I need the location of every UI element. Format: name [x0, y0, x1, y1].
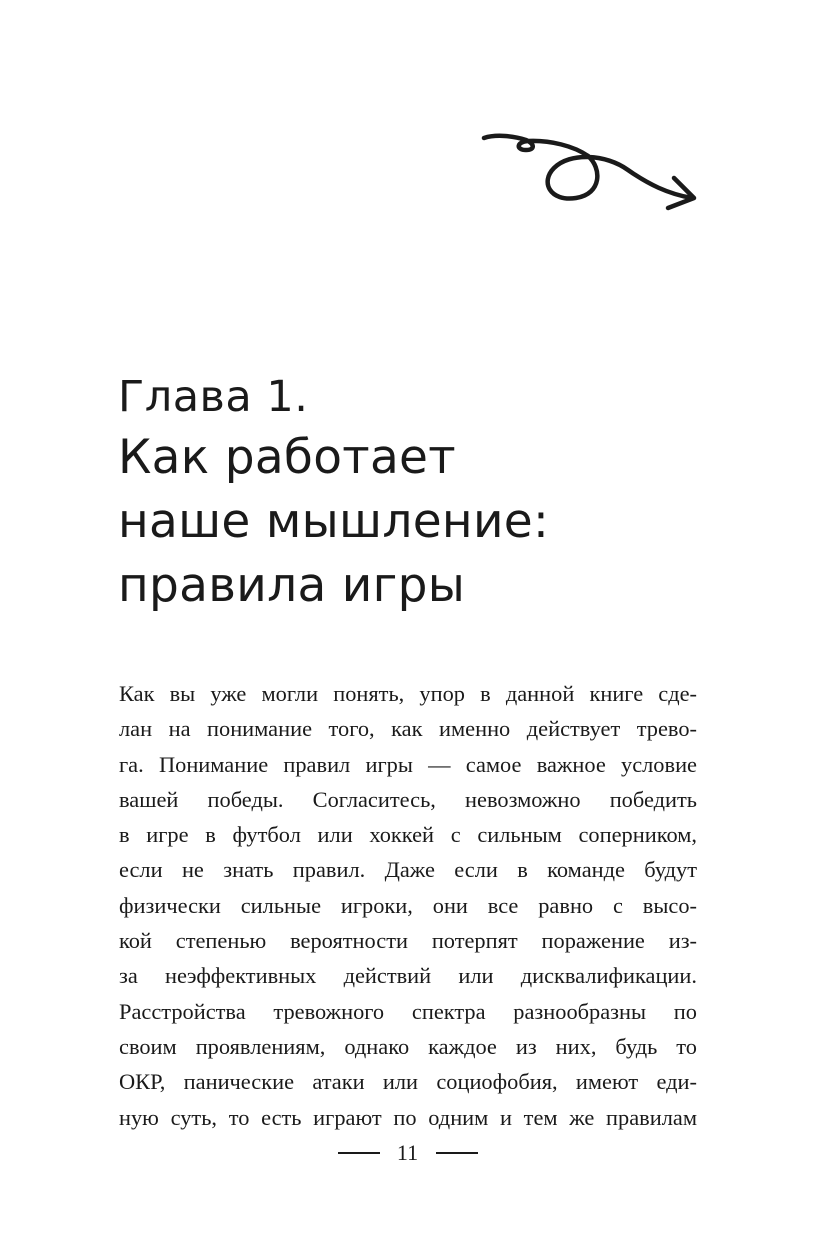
chapter-heading [118, 368, 738, 618]
body-line: кой степенью вероятности потерпят поражение из- [119, 928, 697, 954]
footer-rule-left [338, 1152, 380, 1154]
body-line: лан на понимание того, как именно действует трево- [119, 716, 697, 742]
body-line: за неэффективных действий или дисквалификации. [119, 963, 697, 989]
body-line: вашей победы. Согласитесь, невозможно победить [119, 786, 697, 812]
body-line: своим проявлениям, однако каждое из них, будь то [119, 1033, 697, 1059]
body-line: Расстройства тревожного спектра разнообразны по [119, 998, 697, 1024]
body-line: ную суть, то есть играют по одним и тем же правилам [119, 1104, 697, 1130]
body-paragraph [119, 676, 697, 1135]
chapter-title-line: наше мышление: [118, 494, 550, 549]
body-line: физически сильные игроки, они все равно с высо- [119, 892, 697, 918]
page-number: 11 [396, 1140, 419, 1165]
chapter-title-line: правила игры [118, 558, 466, 613]
body-line: ОКР, панические атаки или социофобия, имеют еди- [119, 1069, 697, 1095]
body-line: в игре в футбол или хоккей с сильным соперником, [119, 822, 697, 848]
looped-arrow-icon [478, 128, 703, 220]
body-line: если не знать правил. Даже если в команде будут [119, 857, 697, 883]
body-line: га. Понимание правил игры — самое важное условие [119, 751, 697, 777]
page-footer [0, 1138, 815, 1168]
body-line: Как вы уже могли понять, упор в данной книге сде- [119, 681, 697, 706]
chapter-label: Глава 1. [118, 372, 309, 422]
chapter-title-line: Как работает [118, 430, 456, 485]
footer-rule-right [436, 1152, 478, 1154]
